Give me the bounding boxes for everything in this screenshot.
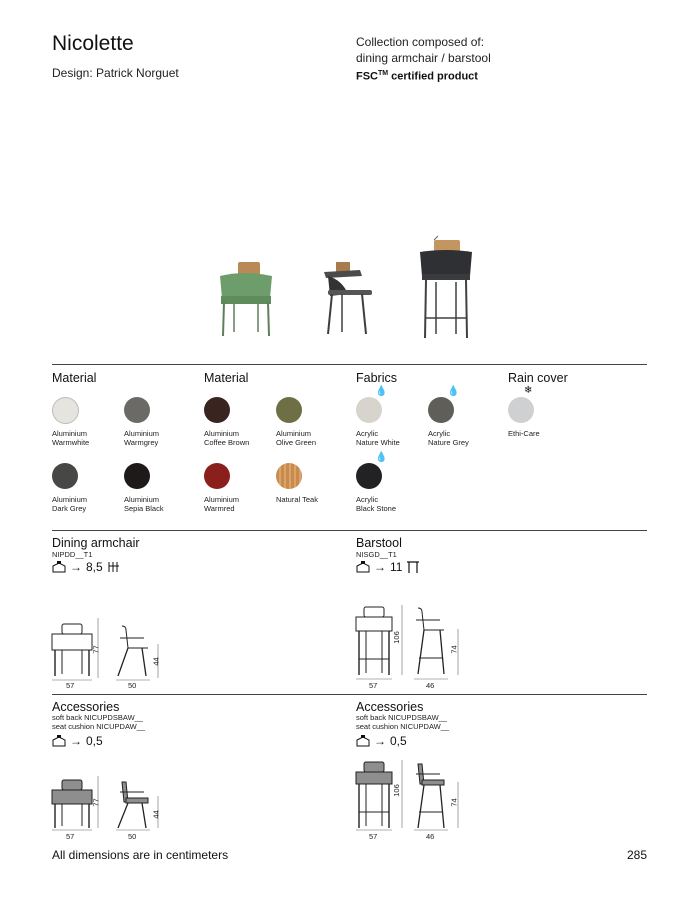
stack-quantity-armchair [52, 560, 121, 574]
section-material-1: Material [52, 371, 97, 385]
page-number: 285 [626, 848, 647, 862]
product-photo [210, 236, 480, 344]
swatch-label: Aluminium Coffee Brown [204, 429, 250, 447]
swatch-ethi-care[interactable] [508, 397, 534, 423]
accessory-seat-cushion-left: seat cushion NICUPDAW__ [52, 722, 146, 731]
swatch-aluminium-coffee-brown[interactable] [204, 397, 230, 423]
swatch-label: Aluminium Dark Grey [52, 495, 88, 513]
dimension-depth: 50 [128, 681, 137, 690]
package-icon [356, 561, 370, 573]
swatch-aluminium-olive-green[interactable] [276, 397, 302, 423]
product-code-armchair: NIPDD__T1 [52, 550, 93, 559]
armchair-green-photo [220, 262, 272, 336]
dimension-seat-height: 44 [151, 810, 161, 819]
stool-icon [406, 560, 420, 574]
dimension-width: 57 [66, 832, 75, 841]
swatch-label: Aluminium Warmgrey [124, 429, 160, 447]
swatch-label: Acrylic Nature Grey [428, 429, 469, 447]
stack-quantity-barstool [356, 560, 420, 574]
stacked-chairs-icon [107, 560, 121, 574]
water-drop-icon: 💧 [447, 386, 460, 397]
swatch-acrylic-nature-grey[interactable] [428, 397, 454, 423]
water-drop-icon: 💧 [375, 452, 388, 463]
dimension-seat-height: 44 [151, 657, 161, 666]
divider-products [52, 530, 647, 531]
accessories-title-right: Accessories [356, 700, 424, 714]
section-rain-cover: Rain cover [508, 371, 568, 385]
accessory-soft-back-right: soft back NICUPDSBAW__ [356, 713, 447, 722]
swatch-acrylic-nature-white[interactable] [356, 397, 382, 423]
dimension-width: 57 [66, 681, 75, 690]
swatch-label: Aluminium Sepia Black [124, 495, 164, 513]
arrow-icon: → [374, 734, 386, 748]
dimension-depth: 46 [426, 681, 435, 690]
section-fabrics: Fabrics [356, 371, 397, 385]
divider-materials [52, 364, 647, 365]
fsc-certification: FSC™ certified product [356, 70, 478, 83]
swatch-aluminium-warmgrey[interactable] [124, 397, 150, 423]
swatch-label: Aluminium Warmwhite [52, 429, 90, 447]
swatch-aluminium-warmwhite[interactable] [52, 397, 79, 424]
armchair-dark-photo [324, 262, 372, 334]
package-icon [52, 561, 66, 573]
swatch-aluminium-sepia-black[interactable] [124, 463, 150, 489]
section-material-2: Material [204, 371, 249, 385]
dimension-seat-height: 74 [449, 645, 459, 654]
collection-description [356, 34, 491, 66]
swatch-label: Acrylic Nature White [356, 429, 400, 447]
dimension-depth: 50 [128, 832, 137, 841]
collection-line-2: dining armchair / barstool [356, 51, 491, 65]
dimensions-note: All dimensions are in centimeters [52, 848, 229, 862]
arrow-icon: → [70, 560, 82, 574]
swatch-label: Acrylic Black Stone [356, 495, 397, 513]
product-name-barstool: Barstool [356, 536, 402, 550]
dimension-height: 106 [391, 631, 401, 644]
dimension-seat-height: 74 [449, 798, 459, 807]
dimension-width: 57 [369, 832, 378, 841]
swatch-aluminium-dark-grey[interactable] [52, 463, 78, 489]
page-title: Nicolette [52, 32, 134, 55]
swatch-aluminium-warmred[interactable] [204, 463, 230, 489]
dimension-height: 106 [391, 784, 401, 797]
accessory-barstool-dimension-lines [356, 758, 466, 834]
swatch-label: Ethi-Care [508, 429, 540, 438]
product-name-armchair: Dining armchair [52, 536, 140, 550]
collection-line-1: Collection composed of: [356, 35, 485, 49]
swatch-natural-teak[interactable] [276, 463, 302, 489]
dimension-height: 77 [91, 645, 101, 654]
designer-credit: Design: Patrick Norguet [52, 66, 179, 80]
accessory-armchair-dimension-lines [52, 774, 162, 834]
accessory-seat-cushion-right: seat cushion NICUPDAW__ [356, 722, 450, 731]
swatch-label: Natural Teak [276, 495, 318, 504]
dimension-depth: 46 [426, 832, 435, 841]
barstool-photo [420, 236, 472, 338]
package-icon [356, 735, 370, 747]
stack-quantity-value: 11 [390, 560, 403, 574]
snowflake-icon: ❄ [524, 385, 533, 396]
divider-accessories [52, 694, 647, 695]
arrow-icon: → [374, 560, 386, 574]
accessory-quantity-left [52, 734, 103, 748]
dimension-width: 57 [369, 681, 378, 690]
arrow-icon: → [70, 734, 82, 748]
swatch-acrylic-black-stone[interactable] [356, 463, 382, 489]
package-icon [52, 735, 66, 747]
swatch-label: Aluminium Olive Green [276, 429, 317, 447]
stack-quantity-value: 8,5 [86, 560, 103, 574]
accessories-title-left: Accessories [52, 700, 120, 714]
swatch-label: Aluminium Warmred [204, 495, 240, 513]
accessory-soft-back-left: soft back NICUPDSBAW__ [52, 713, 143, 722]
accessory-quantity-right [356, 734, 407, 748]
barstool-dimension-lines [356, 603, 466, 685]
accessory-quantity-value: 0,5 [390, 734, 407, 748]
water-drop-icon: 💧 [375, 386, 388, 397]
product-code-barstool: NISGD__T1 [356, 550, 397, 559]
armchair-dimension-lines [52, 616, 162, 688]
dimension-height: 77 [91, 798, 101, 807]
accessory-quantity-value: 0,5 [86, 734, 103, 748]
